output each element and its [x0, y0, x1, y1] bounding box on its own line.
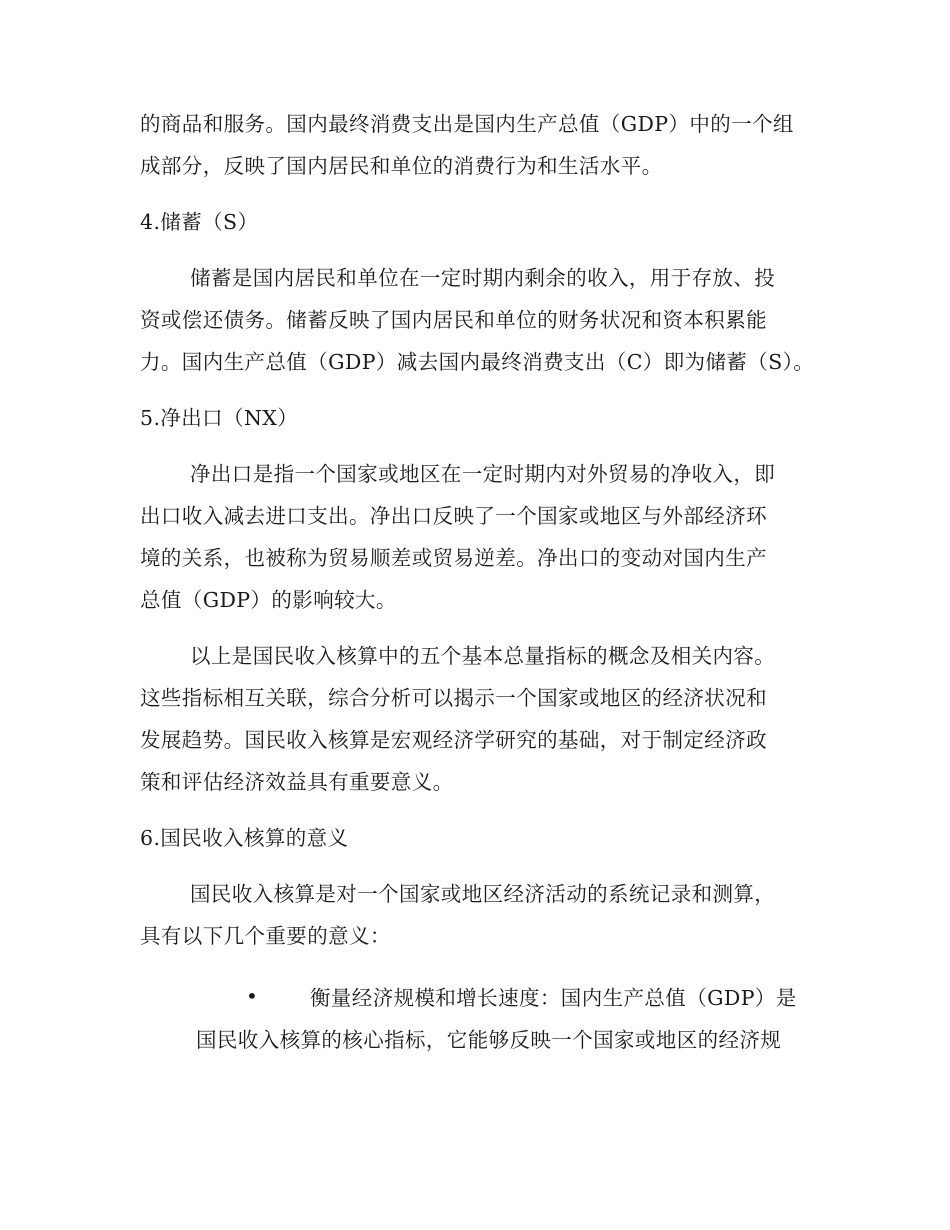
text-line: 国民收入核算的核心指标，它能够反映一个国家或地区的经济规	[196, 1028, 782, 1052]
text-line: 资或偿还债务。储蓄反映了国内居民和单位的财务状况和资本积累能	[140, 308, 767, 332]
text-line: 具有以下几个重要的意义：	[140, 924, 391, 948]
text-line: 境的关系，也被称为贸易顺差或贸易逆差。净出口的变动对国内生产	[140, 546, 767, 570]
text-line: 出口收入减去进口支出。净出口反映了一个国家或地区与外部经济环	[140, 504, 767, 528]
text-line: 总值（GDP）的影响较大。	[140, 588, 397, 612]
text-line: 以上是国民收入核算中的五个基本总量指标的概念及相关内容。	[190, 644, 776, 668]
text-line: 发展趋势。国民收入核算是宏观经济学研究的基础，对于制定经济政	[140, 728, 767, 752]
text-line: 成部分，反映了国内居民和单位的消费行为和生活水平。	[140, 154, 663, 178]
text-line: 净出口是指一个国家或地区在一定时期内对外贸易的净收入，即	[190, 462, 776, 486]
text-line: 策和评估经济效益具有重要意义。	[140, 770, 454, 794]
section-heading-savings: 4.储蓄（S）	[140, 210, 259, 234]
text-line: 这些指标相互关联，综合分析可以揭示一个国家或地区的经济状况和	[140, 686, 767, 710]
text-line: 储蓄是国内居民和单位在一定时期内剩余的收入，用于存放、投	[190, 266, 776, 290]
bullet-marker: •	[246, 984, 258, 1008]
text-line: 国民收入核算是对一个国家或地区经济活动的系统记录和测算，	[190, 882, 776, 906]
section-heading-net-exports: 5.净出口（NX）	[140, 406, 299, 430]
text-line: 衡量经济规模和增长速度：国内生产总值（GDP）是	[310, 986, 797, 1010]
text-line: 的商品和服务。国内最终消费支出是国内生产总值（GDP）中的一个组	[140, 112, 794, 136]
text-line: 力。国内生产总值（GDP）减去国内最终消费支出（C）即为储蓄（S）。	[140, 350, 815, 374]
section-heading-significance: 6.国民收入核算的意义	[140, 826, 349, 850]
